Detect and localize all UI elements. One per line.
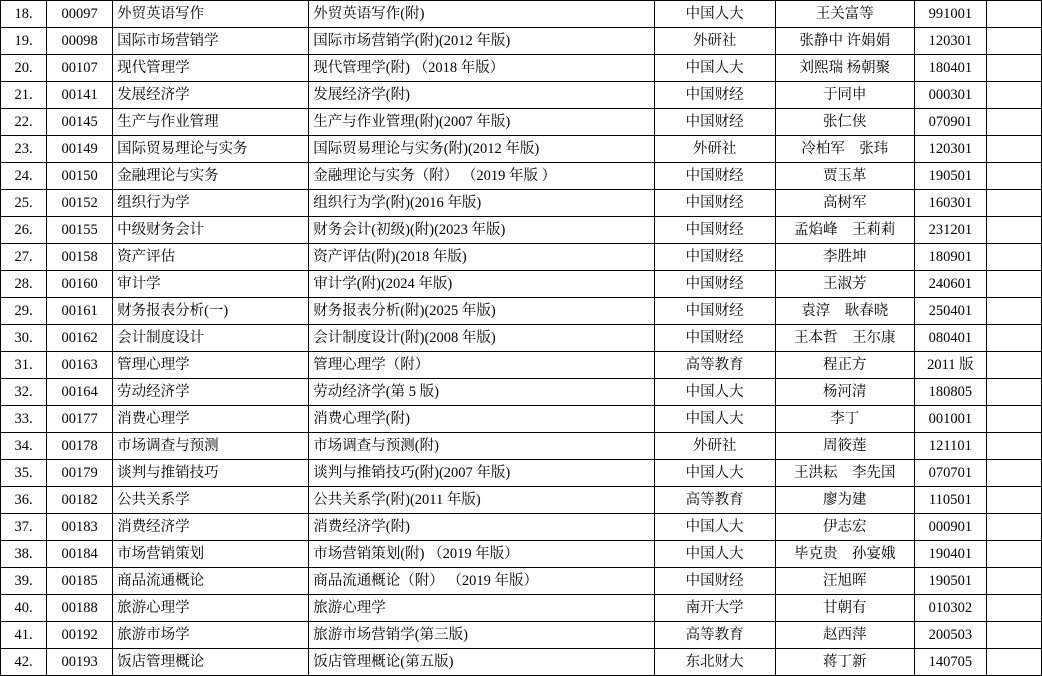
row-index: 19. bbox=[1, 28, 47, 55]
author: 甘朝有 bbox=[775, 595, 914, 622]
book-id: 121101 bbox=[914, 433, 986, 460]
publisher: 中国人大 bbox=[654, 1, 775, 28]
book-id: 2011 版 bbox=[914, 352, 986, 379]
book-id: 190401 bbox=[914, 541, 986, 568]
course-code: 00158 bbox=[47, 244, 113, 271]
book-title: 劳动经济学(第 5 版) bbox=[309, 379, 654, 406]
book-id: 070701 bbox=[914, 460, 986, 487]
table-row bbox=[1, 460, 1042, 487]
publisher: 中国人大 bbox=[654, 541, 775, 568]
extra-cell bbox=[986, 352, 1041, 379]
course-name: 金融理论与实务 bbox=[113, 163, 309, 190]
extra-cell bbox=[986, 82, 1041, 109]
table-row bbox=[1, 568, 1042, 595]
table-row bbox=[1, 136, 1042, 163]
course-code: 00162 bbox=[47, 325, 113, 352]
course-name: 发展经济学 bbox=[113, 82, 309, 109]
course-code: 00107 bbox=[47, 55, 113, 82]
table-row bbox=[1, 55, 1042, 82]
course-code: 00185 bbox=[47, 568, 113, 595]
extra-cell bbox=[986, 136, 1041, 163]
extra-cell bbox=[986, 406, 1041, 433]
row-index: 38. bbox=[1, 541, 47, 568]
extra-cell bbox=[986, 460, 1041, 487]
course-code: 00161 bbox=[47, 298, 113, 325]
author: 周筱莲 bbox=[775, 433, 914, 460]
book-id: 240601 bbox=[914, 271, 986, 298]
table-row bbox=[1, 622, 1042, 649]
extra-cell bbox=[986, 163, 1041, 190]
table-row bbox=[1, 298, 1042, 325]
extra-cell bbox=[986, 28, 1041, 55]
book-id: 180401 bbox=[914, 55, 986, 82]
book-title: 饭店管理概论(第五版) bbox=[309, 649, 654, 676]
row-index: 30. bbox=[1, 325, 47, 352]
book-title: 财务会计(初级)(附)(2023 年版) bbox=[309, 217, 654, 244]
row-index: 20. bbox=[1, 55, 47, 82]
book-title: 资产评估(附)(2018 年版) bbox=[309, 244, 654, 271]
extra-cell bbox=[986, 55, 1041, 82]
publisher: 中国人大 bbox=[654, 514, 775, 541]
course-name: 公共关系学 bbox=[113, 487, 309, 514]
course-code: 00155 bbox=[47, 217, 113, 244]
book-id: 070901 bbox=[914, 109, 986, 136]
table-row bbox=[1, 217, 1042, 244]
row-index: 28. bbox=[1, 271, 47, 298]
publisher: 中国财经 bbox=[654, 244, 775, 271]
publisher: 外研社 bbox=[654, 136, 775, 163]
row-index: 23. bbox=[1, 136, 47, 163]
book-title: 审计学(附)(2024 年版) bbox=[309, 271, 654, 298]
publisher: 中国财经 bbox=[654, 568, 775, 595]
table-row bbox=[1, 541, 1042, 568]
book-id: 200503 bbox=[914, 622, 986, 649]
book-id: 120301 bbox=[914, 136, 986, 163]
table-row bbox=[1, 649, 1042, 676]
publisher: 中国人大 bbox=[654, 460, 775, 487]
course-code: 00182 bbox=[47, 487, 113, 514]
author: 刘熙瑞 杨朝聚 bbox=[775, 55, 914, 82]
extra-cell bbox=[986, 1, 1041, 28]
course-name: 生产与作业管理 bbox=[113, 109, 309, 136]
row-index: 37. bbox=[1, 514, 47, 541]
table-row bbox=[1, 325, 1042, 352]
author: 李丁 bbox=[775, 406, 914, 433]
author: 廖为建 bbox=[775, 487, 914, 514]
table-row bbox=[1, 352, 1042, 379]
row-index: 32. bbox=[1, 379, 47, 406]
extra-cell bbox=[986, 271, 1041, 298]
extra-cell bbox=[986, 487, 1041, 514]
book-id: 190501 bbox=[914, 163, 986, 190]
author: 杨河清 bbox=[775, 379, 914, 406]
extra-cell bbox=[986, 325, 1041, 352]
book-title: 市场调查与预测(附) bbox=[309, 433, 654, 460]
row-index: 34. bbox=[1, 433, 47, 460]
book-title: 财务报表分析(附)(2025 年版) bbox=[309, 298, 654, 325]
row-index: 33. bbox=[1, 406, 47, 433]
book-title: 现代管理学(附) （2018 年版） bbox=[309, 55, 654, 82]
table-row bbox=[1, 1, 1042, 28]
course-code: 00192 bbox=[47, 622, 113, 649]
row-index: 26. bbox=[1, 217, 47, 244]
row-index: 21. bbox=[1, 82, 47, 109]
course-name: 资产评估 bbox=[113, 244, 309, 271]
publisher: 东北财大 bbox=[654, 649, 775, 676]
book-title: 旅游心理学 bbox=[309, 595, 654, 622]
book-title: 商品流通概论（附） （2019 年版） bbox=[309, 568, 654, 595]
publisher: 中国财经 bbox=[654, 163, 775, 190]
row-index: 18. bbox=[1, 1, 47, 28]
author: 毕克贵 孙宴娥 bbox=[775, 541, 914, 568]
book-id: 110501 bbox=[914, 487, 986, 514]
publisher: 中国财经 bbox=[654, 217, 775, 244]
publisher: 外研社 bbox=[654, 433, 775, 460]
publisher: 中国人大 bbox=[654, 55, 775, 82]
table-row bbox=[1, 28, 1042, 55]
author: 程正方 bbox=[775, 352, 914, 379]
extra-cell bbox=[986, 649, 1041, 676]
book-title: 市场营销策划(附) （2019 年版） bbox=[309, 541, 654, 568]
course-code: 00141 bbox=[47, 82, 113, 109]
author: 王淑芳 bbox=[775, 271, 914, 298]
table-row bbox=[1, 379, 1042, 406]
book-title: 消费心理学(附) bbox=[309, 406, 654, 433]
table-row bbox=[1, 595, 1042, 622]
author: 蒋丁新 bbox=[775, 649, 914, 676]
book-id: 231201 bbox=[914, 217, 986, 244]
table-row bbox=[1, 82, 1042, 109]
course-name: 审计学 bbox=[113, 271, 309, 298]
course-code: 00179 bbox=[47, 460, 113, 487]
course-name: 劳动经济学 bbox=[113, 379, 309, 406]
author: 王关富等 bbox=[775, 1, 914, 28]
extra-cell bbox=[986, 514, 1041, 541]
extra-cell bbox=[986, 298, 1041, 325]
row-index: 42. bbox=[1, 649, 47, 676]
course-name: 现代管理学 bbox=[113, 55, 309, 82]
publisher: 中国财经 bbox=[654, 298, 775, 325]
course-name: 会计制度设计 bbox=[113, 325, 309, 352]
course-code: 00164 bbox=[47, 379, 113, 406]
course-name: 管理心理学 bbox=[113, 352, 309, 379]
extra-cell bbox=[986, 244, 1041, 271]
course-name: 市场营销策划 bbox=[113, 541, 309, 568]
table-row bbox=[1, 109, 1042, 136]
course-code: 00145 bbox=[47, 109, 113, 136]
book-title: 国际市场营销学(附)(2012 年版) bbox=[309, 28, 654, 55]
author: 张静中 许娟娟 bbox=[775, 28, 914, 55]
course-name: 市场调查与预测 bbox=[113, 433, 309, 460]
extra-cell bbox=[986, 379, 1041, 406]
course-code: 00183 bbox=[47, 514, 113, 541]
row-index: 22. bbox=[1, 109, 47, 136]
table-body bbox=[1, 1, 1042, 676]
publisher: 高等教育 bbox=[654, 352, 775, 379]
row-index: 31. bbox=[1, 352, 47, 379]
course-name: 财务报表分析(一) bbox=[113, 298, 309, 325]
book-id: 001001 bbox=[914, 406, 986, 433]
book-title: 国际贸易理论与实务(附)(2012 年版) bbox=[309, 136, 654, 163]
course-code: 00150 bbox=[47, 163, 113, 190]
author: 赵西萍 bbox=[775, 622, 914, 649]
extra-cell bbox=[986, 109, 1041, 136]
author: 伊志宏 bbox=[775, 514, 914, 541]
book-title: 管理心理学（附） bbox=[309, 352, 654, 379]
book-title: 发展经济学(附) bbox=[309, 82, 654, 109]
publisher: 中国人大 bbox=[654, 406, 775, 433]
course-code: 00149 bbox=[47, 136, 113, 163]
book-id: 000301 bbox=[914, 82, 986, 109]
book-title: 组织行为学(附)(2016 年版) bbox=[309, 190, 654, 217]
publisher: 中国财经 bbox=[654, 82, 775, 109]
row-index: 24. bbox=[1, 163, 47, 190]
book-title: 谈判与推销技巧(附)(2007 年版) bbox=[309, 460, 654, 487]
course-code: 00160 bbox=[47, 271, 113, 298]
course-name: 国际市场营销学 bbox=[113, 28, 309, 55]
course-code: 00163 bbox=[47, 352, 113, 379]
publisher: 中国财经 bbox=[654, 271, 775, 298]
author: 王洪耘 李先国 bbox=[775, 460, 914, 487]
publisher: 外研社 bbox=[654, 28, 775, 55]
book-id: 250401 bbox=[914, 298, 986, 325]
book-title: 外贸英语写作(附) bbox=[309, 1, 654, 28]
course-code: 00184 bbox=[47, 541, 113, 568]
book-id: 991001 bbox=[914, 1, 986, 28]
course-name: 组织行为学 bbox=[113, 190, 309, 217]
book-id: 010302 bbox=[914, 595, 986, 622]
extra-cell bbox=[986, 595, 1041, 622]
publisher: 中国人大 bbox=[654, 379, 775, 406]
extra-cell bbox=[986, 217, 1041, 244]
course-code: 00152 bbox=[47, 190, 113, 217]
table-row bbox=[1, 433, 1042, 460]
row-index: 36. bbox=[1, 487, 47, 514]
course-name: 中级财务会计 bbox=[113, 217, 309, 244]
course-name: 外贸英语写作 bbox=[113, 1, 309, 28]
course-name: 国际贸易理论与实务 bbox=[113, 136, 309, 163]
course-code: 00097 bbox=[47, 1, 113, 28]
publisher: 高等教育 bbox=[654, 487, 775, 514]
publisher: 中国财经 bbox=[654, 190, 775, 217]
publisher: 高等教育 bbox=[654, 622, 775, 649]
table-row bbox=[1, 163, 1042, 190]
book-id: 120301 bbox=[914, 28, 986, 55]
author: 高树军 bbox=[775, 190, 914, 217]
row-index: 35. bbox=[1, 460, 47, 487]
row-index: 39. bbox=[1, 568, 47, 595]
extra-cell bbox=[986, 568, 1041, 595]
row-index: 29. bbox=[1, 298, 47, 325]
row-index: 41. bbox=[1, 622, 47, 649]
extra-cell bbox=[986, 541, 1041, 568]
course-code: 00188 bbox=[47, 595, 113, 622]
author: 王本哲 王尔康 bbox=[775, 325, 914, 352]
row-index: 25. bbox=[1, 190, 47, 217]
course-code: 00193 bbox=[47, 649, 113, 676]
table-row bbox=[1, 406, 1042, 433]
publisher: 南开大学 bbox=[654, 595, 775, 622]
table-row bbox=[1, 271, 1042, 298]
book-id: 000901 bbox=[914, 514, 986, 541]
author: 张仁侠 bbox=[775, 109, 914, 136]
row-index: 40. bbox=[1, 595, 47, 622]
book-id: 160301 bbox=[914, 190, 986, 217]
author: 贾玉革 bbox=[775, 163, 914, 190]
course-code: 00177 bbox=[47, 406, 113, 433]
book-id: 180901 bbox=[914, 244, 986, 271]
table-row bbox=[1, 487, 1042, 514]
author: 孟焰峰 王莉莉 bbox=[775, 217, 914, 244]
book-title: 生产与作业管理(附)(2007 年版) bbox=[309, 109, 654, 136]
author: 袁淳 耿春晓 bbox=[775, 298, 914, 325]
course-name: 谈判与推销技巧 bbox=[113, 460, 309, 487]
extra-cell bbox=[986, 190, 1041, 217]
course-name: 消费经济学 bbox=[113, 514, 309, 541]
publisher: 中国财经 bbox=[654, 109, 775, 136]
book-title: 金融理论与实务（附） （2019 年版 ） bbox=[309, 163, 654, 190]
book-title: 消费经济学(附) bbox=[309, 514, 654, 541]
book-id: 180805 bbox=[914, 379, 986, 406]
author: 冷柏军 张玮 bbox=[775, 136, 914, 163]
publisher: 中国财经 bbox=[654, 325, 775, 352]
author: 于同申 bbox=[775, 82, 914, 109]
book-title: 旅游市场营销学(第三版) bbox=[309, 622, 654, 649]
course-name: 消费心理学 bbox=[113, 406, 309, 433]
course-name: 旅游心理学 bbox=[113, 595, 309, 622]
book-id: 140705 bbox=[914, 649, 986, 676]
table-row bbox=[1, 190, 1042, 217]
table-row bbox=[1, 514, 1042, 541]
table-row bbox=[1, 244, 1042, 271]
row-index: 27. bbox=[1, 244, 47, 271]
course-name: 饭店管理概论 bbox=[113, 649, 309, 676]
book-title: 公共关系学(附)(2011 年版) bbox=[309, 487, 654, 514]
extra-cell bbox=[986, 622, 1041, 649]
course-name: 商品流通概论 bbox=[113, 568, 309, 595]
author: 李胜坤 bbox=[775, 244, 914, 271]
course-code: 00098 bbox=[47, 28, 113, 55]
book-id: 080401 bbox=[914, 325, 986, 352]
book-title: 会计制度设计(附)(2008 年版) bbox=[309, 325, 654, 352]
book-id: 190501 bbox=[914, 568, 986, 595]
course-name: 旅游市场学 bbox=[113, 622, 309, 649]
extra-cell bbox=[986, 433, 1041, 460]
author: 汪旭晖 bbox=[775, 568, 914, 595]
course-code: 00178 bbox=[47, 433, 113, 460]
